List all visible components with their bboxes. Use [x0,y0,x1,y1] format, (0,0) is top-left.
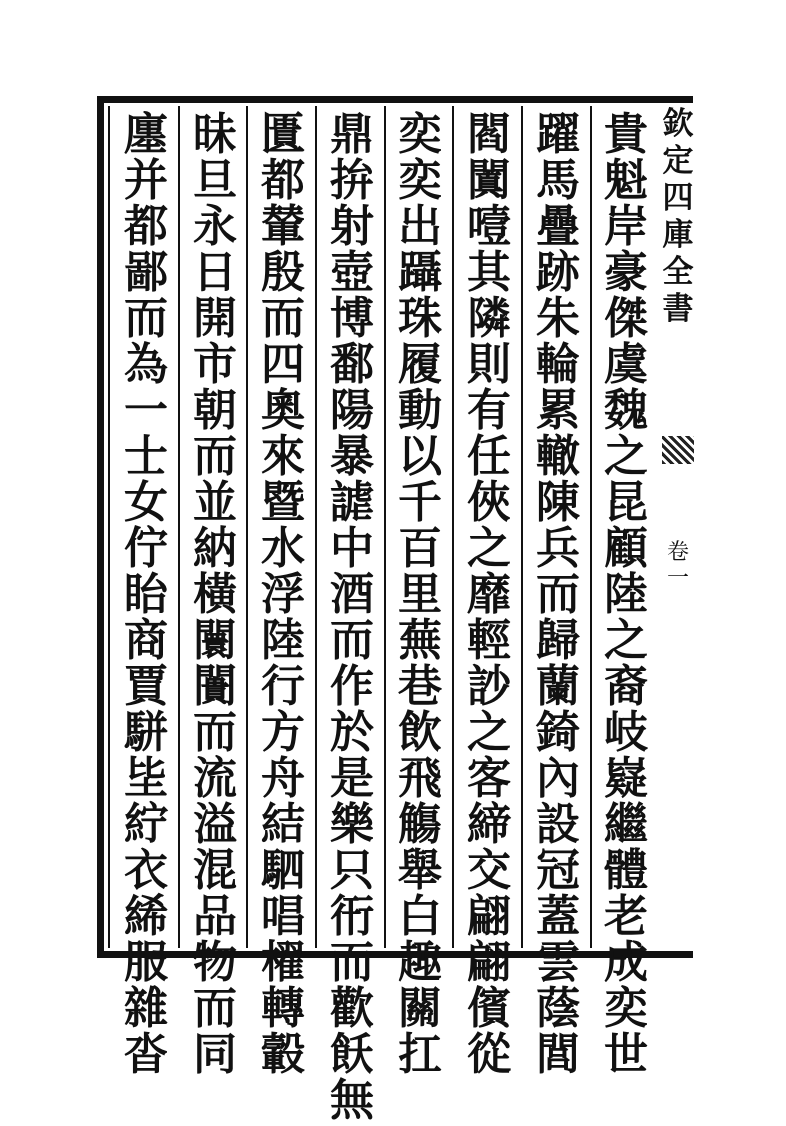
glyph: 無 [330,1075,374,1126]
glyph: 千 [398,477,442,528]
glyph: 庫 [662,217,694,253]
glyph: 眙 [124,569,168,620]
glyph: 陸 [604,569,648,620]
glyph: 謔 [330,477,374,528]
glyph: 只 [330,845,374,896]
glyph: 衎 [330,891,374,942]
glyph: 歡 [330,983,374,1034]
glyph: 昆 [604,477,648,528]
glyph: 并 [124,155,168,206]
glyph: 都 [124,201,168,252]
glyph: 虞 [604,339,648,390]
glyph: 交 [467,845,511,896]
glyph: 岸 [604,201,648,252]
glyph: 百 [398,523,442,574]
glyph: 閭 [536,1029,580,1080]
glyph: 奕 [398,155,442,206]
glyph: 壺 [330,247,374,298]
glyph: 之 [604,431,648,482]
glyph: 內 [536,753,580,804]
glyph: 則 [467,339,511,390]
text-column [322,109,382,1126]
glyph: 締 [467,799,511,850]
glyph: 錡 [536,707,580,758]
glyph: 混 [193,845,237,896]
glyph: 馬 [536,155,580,206]
glyph: 一 [124,385,168,436]
volume-number [660,540,696,592]
glyph: 於 [330,707,374,758]
glyph: 岐 [604,707,648,758]
glyph: 駟 [261,845,305,896]
glyph: 書 [662,291,694,327]
glyph: 紵 [124,799,168,850]
column-rule [315,106,317,948]
text-column [390,109,450,1080]
glyph: 俠 [467,477,511,528]
glyph: 都 [261,155,305,206]
glyph: 是 [330,753,374,804]
glyph: 裔 [604,661,648,712]
glyph: 鼎 [330,109,374,160]
glyph: 舉 [398,845,442,896]
glyph: 蓋 [536,891,580,942]
glyph: 作 [330,661,374,712]
glyph: 士 [124,431,168,482]
column-rule [590,106,592,948]
glyph: 老 [604,891,648,942]
text-column [528,109,588,1080]
glyph: 四 [662,180,694,216]
glyph: 同 [193,1029,237,1080]
glyph: 暨 [261,477,305,528]
glyph: 衣 [124,845,168,896]
glyph: 而 [124,293,168,344]
glyph: 中 [330,523,374,574]
glyph: 嶷 [604,753,648,804]
glyph: 成 [604,937,648,988]
glyph: 商 [124,615,168,666]
text-column [253,109,313,1080]
glyph: 出 [398,201,442,252]
glyph: 樂 [330,799,374,850]
glyph: 趣 [398,937,442,988]
text-column [459,109,519,1080]
glyph: 朱 [536,293,580,344]
glyph: 昧 [193,109,237,160]
glyph: 而 [193,431,237,482]
glyph: 輪 [536,339,580,390]
glyph: 坒 [124,753,168,804]
glyph: 有 [467,385,511,436]
glyph: 駢 [124,707,168,758]
fish-tail-ornament [662,436,694,464]
glyph: 蕪 [398,615,442,666]
glyph: 雲 [536,937,580,988]
glyph: 輦 [261,201,305,252]
glyph: 輕 [467,615,511,666]
glyph: 設 [536,799,580,850]
glyph: 物 [193,937,237,988]
glyph: 闐 [467,155,511,206]
glyph: 服 [124,937,168,988]
glyph: 朝 [193,385,237,436]
glyph: 卷 [666,540,689,565]
glyph: 之 [604,615,648,666]
glyph: 世 [604,1029,648,1080]
glyph: 而 [193,983,237,1034]
glyph: 陽 [330,385,374,436]
glyph: 噎 [467,201,511,252]
glyph: 而 [330,937,374,988]
glyph: 賈 [124,661,168,712]
glyph: 魁 [604,155,648,206]
column-rule [178,106,180,948]
glyph: 廛 [124,109,168,160]
glyph: 旦 [193,155,237,206]
glyph: 舟 [261,753,305,804]
text-column [185,109,245,1080]
glyph: 而 [330,615,374,666]
glyph: 行 [261,661,305,712]
glyph: 來 [261,431,305,482]
glyph: 開 [193,293,237,344]
glyph: 巷 [398,661,442,712]
glyph: 奧 [261,385,305,436]
glyph: 以 [398,431,442,482]
glyph: 魏 [604,385,648,436]
glyph: 全 [662,254,694,290]
glyph: 結 [261,799,305,850]
glyph: 轉 [261,983,305,1034]
glyph: 博 [330,293,374,344]
glyph: 從 [467,1029,511,1080]
glyph: 白 [398,891,442,942]
glyph: 躡 [398,247,442,298]
glyph: 闤 [193,615,237,666]
glyph: 蘭 [536,661,580,712]
glyph: 溢 [193,799,237,850]
glyph: 飛 [398,753,442,804]
glyph: 唱 [261,891,305,942]
glyph: 殷 [261,247,305,298]
glyph: 佇 [124,523,168,574]
glyph: 永 [193,201,237,252]
glyph: 鄱 [330,339,374,390]
glyph: 疊 [536,201,580,252]
glyph: 體 [604,845,648,896]
glyph: 貴 [604,109,648,160]
page-margin [660,100,696,950]
glyph: 橫 [193,569,237,620]
glyph: 動 [398,385,442,436]
glyph: 女 [124,477,168,528]
glyph: 閻 [467,109,511,160]
glyph: 絺 [124,891,168,942]
glyph: 射 [330,201,374,252]
glyph: 並 [193,477,237,528]
glyph: 市 [193,339,237,390]
glyph: 而 [261,293,305,344]
glyph: 闠 [193,661,237,712]
glyph: 納 [193,523,237,574]
glyph: 品 [193,891,237,942]
glyph: 雜 [124,983,168,1034]
glyph: 欽 [662,106,694,142]
glyph: 靡 [467,569,511,620]
glyph: 任 [467,431,511,482]
glyph: 履 [398,339,442,390]
glyph: 豪 [604,247,648,298]
glyph: 隣 [467,293,511,344]
glyph: 陸 [261,615,305,666]
glyph: 跡 [536,247,580,298]
glyph: 冠 [536,845,580,896]
glyph: 匱 [261,109,305,160]
glyph: 日 [193,247,237,298]
glyph: 珠 [398,293,442,344]
glyph: 水 [261,523,305,574]
glyph: 扛 [398,1029,442,1080]
glyph: 暴 [330,431,374,482]
column-rule [452,106,454,948]
glyph: 顧 [604,523,648,574]
glyph: 方 [261,707,305,758]
glyph: 為 [124,339,168,390]
glyph: 四 [261,339,305,390]
glyph: 櫂 [261,937,305,988]
glyph: 里 [398,569,442,620]
glyph: 奕 [398,109,442,160]
glyph: 躍 [536,109,580,160]
glyph: 流 [193,753,237,804]
glyph: 兵 [536,523,580,574]
glyph: 定 [662,143,694,179]
text-column [116,109,176,1080]
glyph: 儐 [467,983,511,1034]
glyph: 傑 [604,293,648,344]
glyph: 陳 [536,477,580,528]
column-rule [246,106,248,948]
glyph: 奕 [604,983,648,1034]
text-column [596,109,656,1080]
glyph: 一 [666,566,689,591]
column-rule [384,106,386,948]
column-rule [521,106,523,948]
glyph: 而 [193,707,237,758]
glyph: 酒 [330,569,374,620]
glyph: 關 [398,983,442,1034]
glyph: 浮 [261,569,305,620]
glyph: 觴 [398,799,442,850]
glyph: 拚 [330,155,374,206]
glyph: 轍 [536,431,580,482]
glyph: 鄙 [124,247,168,298]
glyph: 歸 [536,615,580,666]
glyph: 翩 [467,937,511,988]
glyph: 翩 [467,891,511,942]
glyph: 而 [536,569,580,620]
glyph: 累 [536,385,580,436]
glyph: 蔭 [536,983,580,1034]
glyph: 轂 [261,1029,305,1080]
glyph: 客 [467,753,511,804]
glyph: 其 [467,247,511,298]
book-title [660,106,696,328]
glyph: 之 [467,707,511,758]
glyph: 訬 [467,661,511,712]
glyph: 飫 [330,1029,374,1080]
glyph: 沓 [124,1029,168,1080]
glyph: 飲 [398,707,442,758]
glyph: 之 [467,523,511,574]
glyph: 繼 [604,799,648,850]
